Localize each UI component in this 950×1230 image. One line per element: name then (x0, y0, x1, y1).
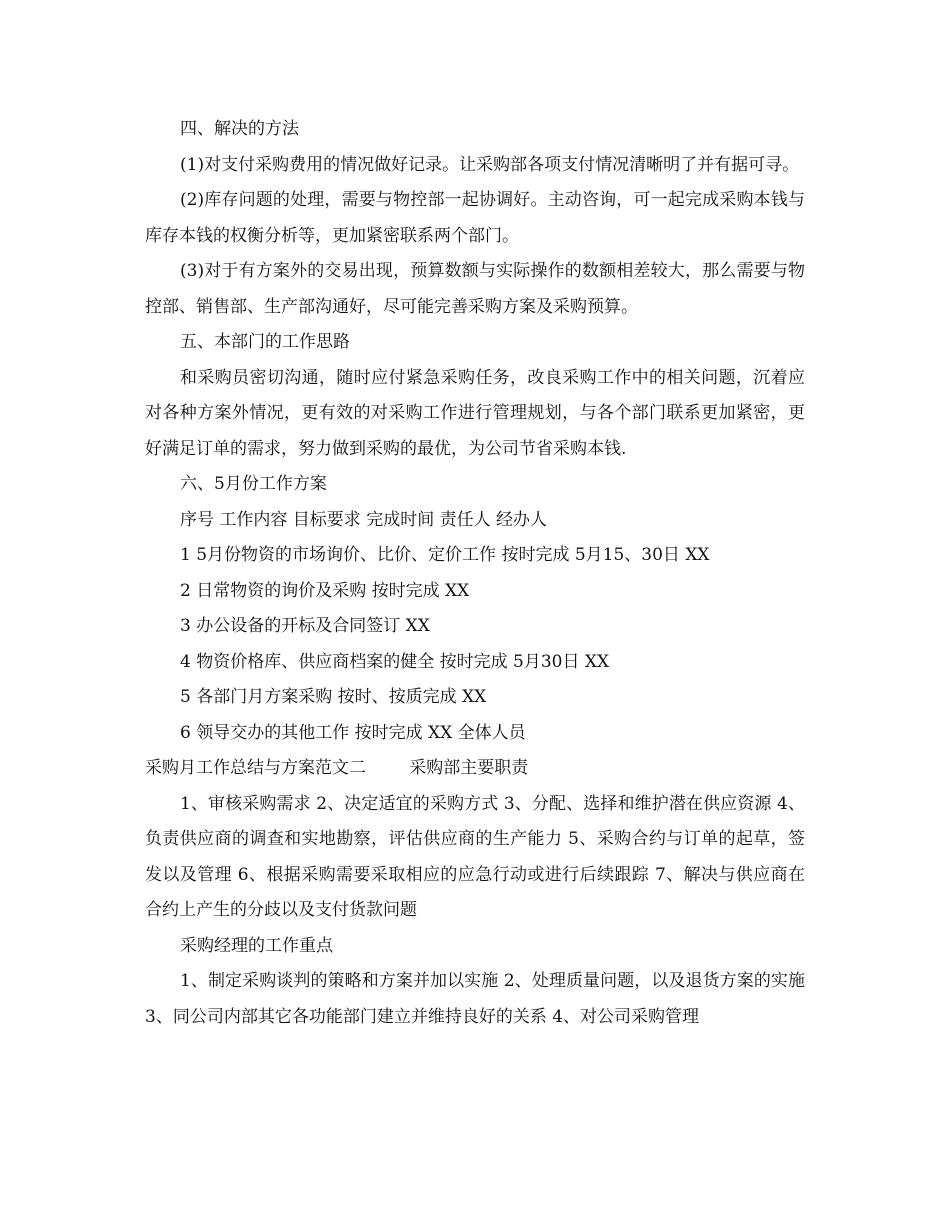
part-2-subtitle: 采购部主要职责 (409, 758, 529, 778)
section-heading-4: 四、解决的方法 (180, 119, 299, 139)
section-5-body: 和采购员密切沟通，随时应付紧急采购任务，改良采购工作中的相关问题，沉着应对各种方案外情况，更有效的对采购工作进行管理规划，与各个部门联系更加紧密，更好满足订单的需求，努力做到采购的最优，为公司节省采购本钱. (145, 367, 805, 459)
plan-table-header: 序号 工作内容 目标要求 完成时间 责任人 经办人 (180, 509, 548, 530)
section-heading-5: 五、本部门的工作思路 (180, 332, 350, 352)
plan-row-5: 5 各部门月方案采购 按时、按质完成 XX (180, 687, 487, 707)
paragraph-item-2: (2)库存问题的处理，需要与物控部一起协调好。主动咨询，可一起完成采购本钱与库存本钱的权衡分析等，更加紧密联系两个部门。 (145, 190, 805, 246)
part-2-title: 采购月工作总结与方案范文二 (145, 758, 366, 778)
duties-paragraph: 1、审核采购需求 2、决定适宜的采购方式 3、分配、选择和维护潜在供应资源 4、负责供应商的调查和实地勘察，评估供应商的生产能力 5、采购合约与订单的起草，签发以及管理 6、根据采购需要采取相应的应急行动或进行后续跟踪 7、解决与供应商在合约上产生的分歧以及支付货款问题 (145, 793, 805, 920)
manager-paragraph: 1、制定采购谈判的策略和方案并加以实施 2、处理质量问题，以及退货方案的实施 3、同公司内部其它各功能部门建立并维持良好的关系 4、对公司采购管理 (145, 971, 805, 1027)
part-2-title-line (145, 751, 805, 787)
manager-heading: 采购经理的工作重点 (180, 935, 333, 956)
paragraph-item-3: (3)对于有方案外的交易出现，预算数额与实际操作的数额相差较大，那么需要与物控部、销售部、生产部沟通好，尽可能完善采购方案及采购预算。 (145, 261, 805, 317)
section-heading-6: 六、5月份工作方案 (180, 474, 327, 494)
plan-row-1: 1 5月份物资的市场询价、比价、定价工作 按时完成 5月15、30日 XX (180, 545, 710, 565)
plan-row-2: 2 日常物资的询价及采购 按时完成 XX (180, 580, 470, 601)
plan-row-6: 6 领导交办的其他工作 按时完成 XX 全体人员 (180, 722, 526, 743)
plan-row-3: 3 办公设备的开标及合同签订 XX (180, 616, 430, 636)
paragraph-item-1: (1)对支付采购费用的情况做好记录。让采购部各项支付情况清晰明了并有据可寻。 (180, 154, 800, 175)
document-body (145, 112, 805, 1035)
plan-row-4: 4 物资价格库、供应商档案的健全 按时完成 5月30日 XX (180, 651, 610, 672)
